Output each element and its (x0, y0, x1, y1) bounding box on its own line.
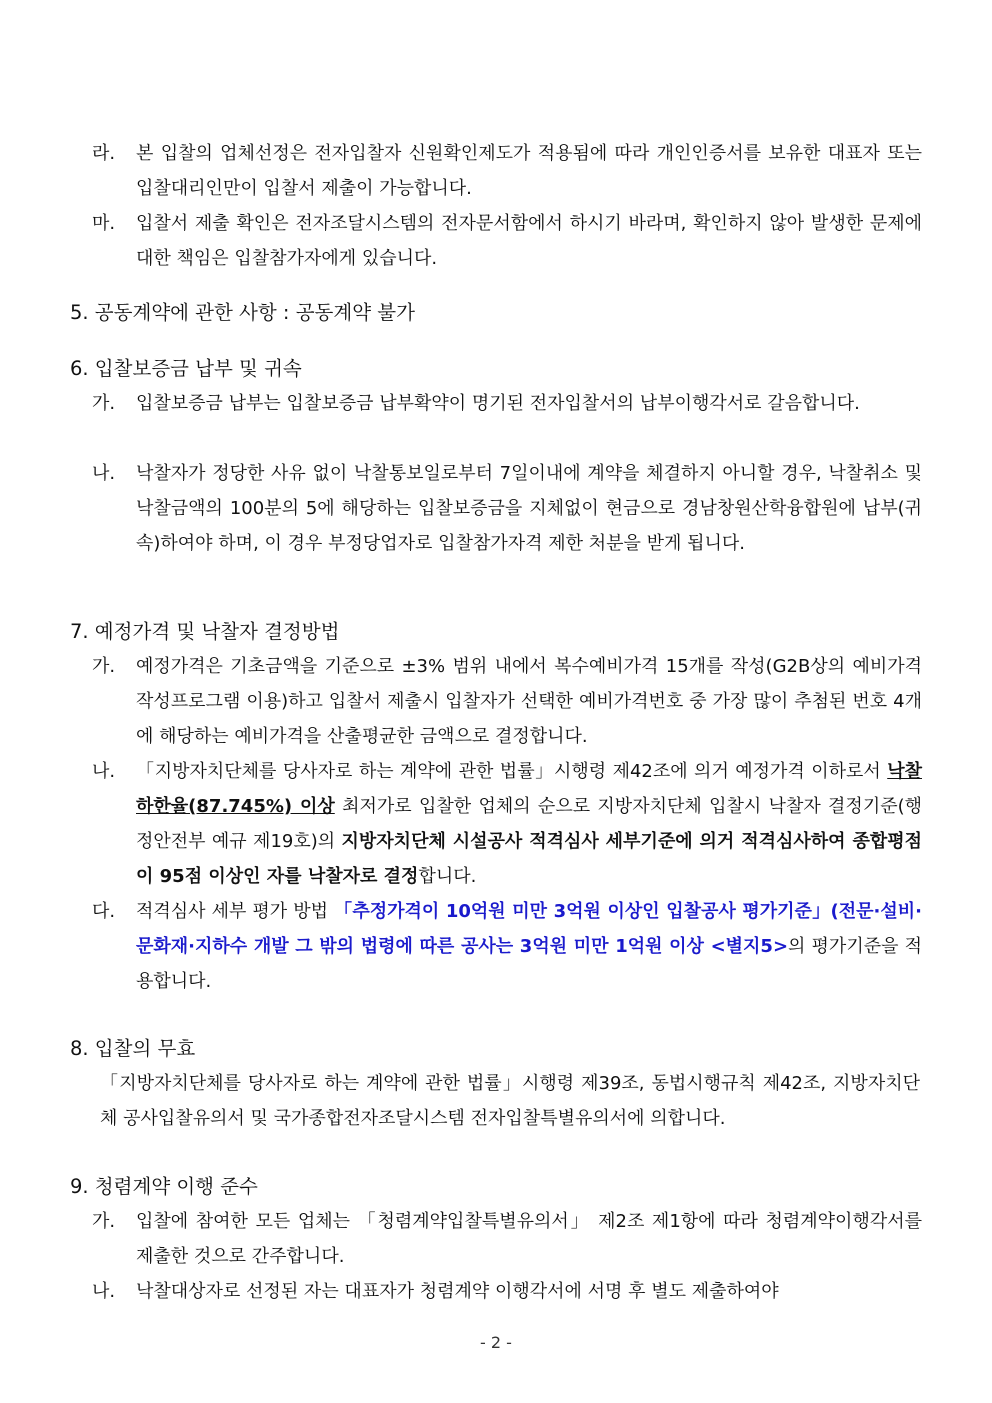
award-criteria-emphasis: 지방자치단체 시설공사 적격심사 세부기준에 의거 적격심사하여 종합평점이 95점 이상인 자를 낙찰자로 결정 (136, 831, 922, 887)
text-run: 적격심사 세부 평가 방법 (136, 901, 335, 922)
item-marker: 마. (92, 213, 116, 234)
item-6-na (92, 456, 922, 561)
item-marker: 가. (92, 393, 116, 414)
item-7-da (92, 894, 922, 999)
section-9-heading: 9. 청렴계약 이행 준수 (70, 1175, 258, 1198)
section-8-heading: 8. 입찰의 무효 (70, 1037, 196, 1060)
item-ma (92, 206, 922, 276)
item-marker: 나. (92, 463, 116, 484)
item-9-na (92, 1274, 922, 1309)
item-marker: 나. (92, 1281, 116, 1302)
item-text: 본 입찰의 업체선정은 전자입찰자 신원확인제도가 적용됨에 따라 개인인증서를 보유한 대표자 또는 입찰대리인만이 입찰서 제출이 가능합니다. (136, 143, 922, 199)
text-run: 합니다. (418, 866, 477, 887)
item-text: 낙찰자가 정당한 사유 없이 낙찰통보일로부터 7일이내에 계약을 체결하지 아니할 경우, 낙찰취소 및 낙찰금액의 100분의 5에 해당하는 입찰보증금을 지체없이 현금으로 경남창원산학융합원에 납부(귀속)하여야 하며, 이 경우 부정당업자로 입찰참가자격 제한 처분을 받게 됩니다. (136, 463, 922, 554)
item-6-ga (92, 386, 922, 421)
item-ra (92, 136, 922, 206)
section-6-heading: 6. 입찰보증금 납부 및 귀속 (70, 357, 302, 380)
item-text: 입찰에 참여한 모든 업체는 「청렴계약입찰특별유의서」 제2조 제1항에 따라 청렴계약이행각서를 제출한 것으로 간주합니다. (136, 1211, 922, 1267)
item-text: 예정가격은 기초금액을 기준으로 ±3% 범위 내에서 복수예비가격 15개를 작성(G2B상의 예비가격작성프로그램 이용)하고 입찰서 제출시 입찰자가 선택한 예비가격번호 중 가장 많이 추첨된 번호 4개에 해당하는 예비가격을 산출평균한 금액으로 결정합니다. (136, 656, 922, 747)
item-marker: 나. (92, 761, 116, 782)
page-number: - 2 - (480, 1333, 512, 1352)
item-marker: 라. (92, 143, 116, 164)
evaluation-standard-highlight: 「추정가격이 10억원 미만 3억원 이상인 입찰공사 평가기준」(전문·설비·문화재·지하수 개발 그 밖의 법령에 따른 공사는 3억원 미만 1억원 이상 <별지5> (136, 901, 922, 957)
item-text: 낙찰대상자로 선정된 자는 대표자가 청렴계약 이행각서에 서명 후 별도 제출하여야 (136, 1281, 779, 1302)
text-run: 의 평가기준을 적용합니다. (136, 936, 922, 992)
item-7-ga (92, 649, 922, 754)
text-run: 「지방자치단체를 당사자로 하는 계약에 관한 법률」시행령 제42조에 의거 예정가격 이하로서 (136, 761, 888, 782)
section-5-heading: 5. 공동계약에 관한 사항 : 공동계약 불가 (70, 301, 415, 324)
item-9-ga (92, 1204, 922, 1274)
item-text: 입찰보증금 납부는 입찰보증금 납부확약이 명기된 전자입찰서의 납부이행각서로 갈음합니다. (136, 393, 860, 414)
item-text: 입찰서 제출 확인은 전자조달시스템의 전자문서함에서 하시기 바라며, 확인하지 않아 발생한 문제에 대한 책임은 입찰참가자에게 있습니다. (136, 213, 922, 269)
item-marker: 다. (92, 901, 116, 922)
item-text (136, 754, 922, 894)
item-7-na (92, 754, 922, 894)
text-run: 최저가로 입찰한 업체의 순으로 지방자치단체 입찰시 낙찰자 결정기준(행정안전부 예규 제19호)의 (136, 796, 923, 852)
item-marker: 가. (92, 656, 116, 677)
item-text (136, 894, 922, 999)
bid-floor-rate-emphasis: 낙찰하한율(87.745%) 이상 (136, 761, 922, 817)
section-7-heading: 7. 예정가격 및 낙찰자 결정방법 (70, 620, 340, 643)
section-8-text: 「지방자치단체를 당사자로 하는 계약에 관한 법률」시행령 제39조, 동법시행규칙 제42조, 지방자치단체 공사입찰유의서 및 국가종합전자조달시스템 전자입찰특별유의서에 의합니다. (100, 1073, 920, 1129)
item-marker: 가. (92, 1211, 116, 1232)
